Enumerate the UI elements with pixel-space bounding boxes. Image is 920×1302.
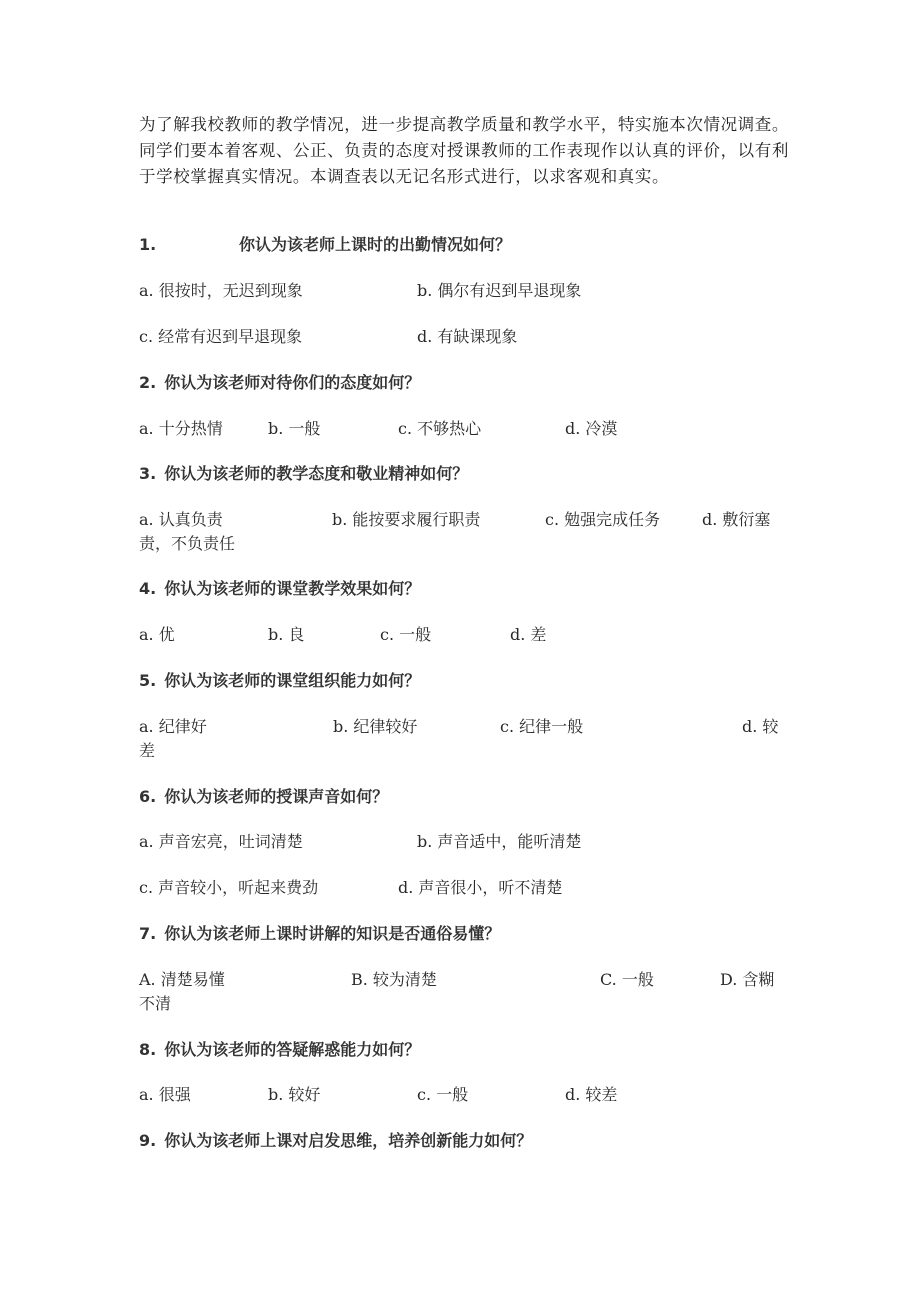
q7-option-d[interactable]: D. 含糊 (720, 970, 775, 989)
q2-option-b[interactable]: b. 一般 (268, 419, 321, 438)
q3-option-c[interactable]: c. 勉强完成任务 (545, 510, 661, 529)
q1-option-a[interactable]: a. 很按时，无迟到现象 (139, 281, 303, 300)
q1-option-b[interactable]: b. 偶尔有迟到早退现象 (417, 281, 582, 300)
q2-option-c[interactable]: c. 不够热心 (398, 419, 482, 438)
question-number: 7. (139, 924, 157, 943)
question-text: 你认为该老师的答疑解惑能力如何？ (164, 1040, 421, 1059)
q8-option-a[interactable]: a. 很强 (139, 1085, 191, 1104)
question-number: 8. (139, 1040, 157, 1059)
question-text: 你认为该老师对待你们的态度如何？ (164, 373, 421, 392)
question-text: 你认为该老师上课时的出勤情况如何？ (239, 235, 512, 254)
q3-option-b[interactable]: b. 能按要求履行职责 (332, 510, 481, 529)
q3-option-a[interactable]: a. 认真负责 (139, 510, 223, 529)
question-number: 6. (139, 787, 157, 806)
question-text: 你认为该老师上课对启发思维，培养创新能力如何？ (164, 1131, 533, 1150)
question-number: 1. (139, 235, 157, 254)
question-2 (139, 370, 420, 393)
question-5 (139, 668, 420, 691)
q1-option-d[interactable]: d. 有缺课现象 (417, 327, 518, 346)
question-text: 你认为该老师的课堂组织能力如何？ (164, 671, 421, 690)
q7-option-c[interactable]: C. 一般 (600, 970, 654, 989)
q3-option-d-continued: 责，不负责任 (139, 534, 236, 553)
q5-option-d-continued: 差 (139, 741, 156, 760)
q7-option-a[interactable]: A. 清楚易懂 (139, 970, 225, 989)
q5-option-c[interactable]: c. 纪律一般 (500, 717, 584, 736)
question-6 (139, 784, 388, 807)
q2-option-a[interactable]: a. 十分热情 (139, 419, 223, 438)
question-number: 9. (139, 1131, 157, 1150)
q8-option-d[interactable]: d. 较差 (565, 1085, 618, 1104)
q3-option-d[interactable]: d. 敷衍塞 (702, 510, 771, 529)
q6-option-d[interactable]: d. 声音很小，听不清楚 (398, 878, 563, 897)
question-number: 5. (139, 671, 157, 690)
q6-option-c[interactable]: c. 声音较小，听起来费劲 (139, 878, 319, 897)
q2-option-d[interactable]: d. 冷漠 (565, 419, 618, 438)
q4-option-c[interactable]: c. 一般 (380, 625, 432, 644)
q7-option-b[interactable]: B. 较为清楚 (351, 970, 437, 989)
question-7 (139, 921, 500, 944)
q4-option-a[interactable]: a. 优 (139, 625, 175, 644)
q4-option-d[interactable]: d. 差 (510, 625, 547, 644)
question-text: 你认为该老师的课堂教学效果如何？ (164, 579, 421, 598)
q8-option-b[interactable]: b. 较好 (268, 1085, 321, 1104)
question-4 (139, 576, 420, 599)
question-text: 你认为该老师的授课声音如何？ (164, 787, 389, 806)
q6-option-a[interactable]: a. 声音宏亮，吐词清楚 (139, 832, 303, 851)
q5-option-b[interactable]: b. 纪律较好 (333, 717, 418, 736)
q5-option-d[interactable]: d. 较 (742, 717, 779, 736)
intro-paragraph: 为了解我校教师的教学情况，进一步提高教学质量和教学水平，特实施本次情况调查。同学们要本着客观、公正、负责的态度对授课教师的工作表现作以认真的评价，以有利于学校掌握真实情况。本调查表以无记名形式进行，以求客观和真实。 (139, 115, 789, 186)
question-number: 3. (139, 464, 157, 483)
question-9 (139, 1128, 532, 1151)
q1-option-c[interactable]: c. 经常有迟到早退现象 (139, 327, 303, 346)
q7-option-d-continued: 不清 (139, 994, 172, 1013)
question-1 (139, 232, 511, 255)
question-text: 你认为该老师的教学态度和敬业精神如何？ (164, 464, 469, 483)
q6-option-b[interactable]: b. 声音适中，能听清楚 (417, 832, 582, 851)
question-3 (139, 461, 468, 484)
q4-option-b[interactable]: b. 良 (268, 625, 305, 644)
q5-option-a[interactable]: a. 纪律好 (139, 717, 207, 736)
q8-option-c[interactable]: c. 一般 (417, 1085, 469, 1104)
question-number: 2. (139, 373, 157, 392)
question-text: 你认为该老师上课时讲解的知识是否通俗易懂？ (164, 924, 501, 943)
question-8 (139, 1037, 420, 1060)
question-number: 4. (139, 579, 157, 598)
